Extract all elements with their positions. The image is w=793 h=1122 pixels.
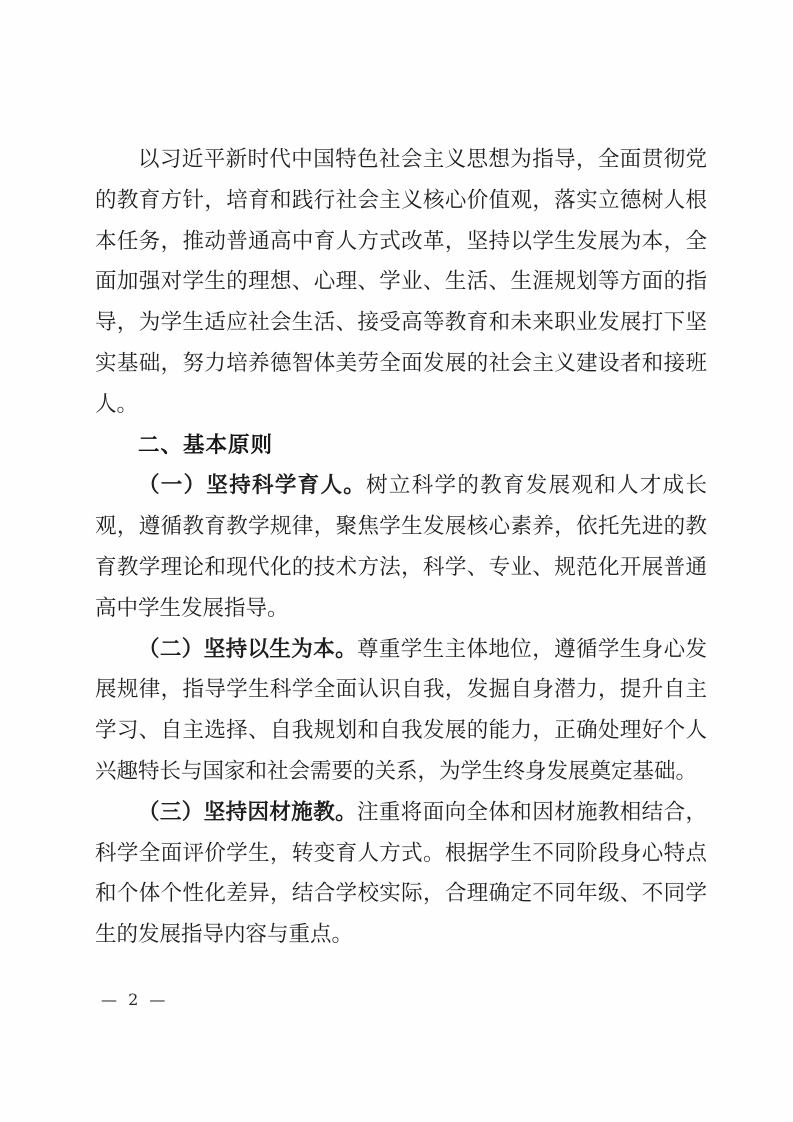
page-number: — 2 — [101,990,169,1009]
principle-3-body: 注重将面向全体和因材施教相结合，科学全面评价学生，转变育人方式。根据学生不同阶段身心特点和个体个性化差异，结合学校实际，合理确定不同年级、不同学生的发展指导内容与重点。 [95,799,707,947]
principle-paragraph-3 [95,792,707,955]
principle-2-lead: （二）坚持以生为本。 [138,636,357,661]
intro-paragraph: 以习近平新时代中国特色社会主义思想为指导，全面贯彻党的教育方针，培育和践行社会主义核心价值观，落实立德树人根本任务，推动普通高中育人方式改革，坚持以学生发展为本，全面加强对学生的理想、心理、学业、生活、生涯规划等方面的指导，为学生适应社会生活、接受高等教育和未来职业发展打下坚实基础，努力培养德智体美劳全面发展的社会主义建设者和接班人。 [95,147,707,416]
document-body [95,139,707,955]
principle-1-lead: （一）坚持科学育人。 [138,473,367,498]
principle-paragraph-1 [95,465,707,628]
section-heading: 二、基本原则 [138,432,274,457]
principle-paragraph-2 [95,629,707,792]
principle-1-body: 树立科学的教育发展观和人才成长观，遵循教育教学规律，聚焦学生发展核心素养，依托先进的教育教学理论和现代化的技术方法，科学、专业、规范化开展普通高中学生发展指导。 [95,473,707,620]
principle-3-lead: （三）坚持因材施教。 [138,799,357,824]
principle-2-body: 尊重学生主体地位，遵循学生身心发展规律，指导学生科学全面认识自我，发掘自身潜力，提升自主学习、自主选择、自我规划和自我发展的能力，正确处理好个人兴趣特长与国家和社会需要的关系，为学生终身发展奠定基础。 [95,636,707,783]
